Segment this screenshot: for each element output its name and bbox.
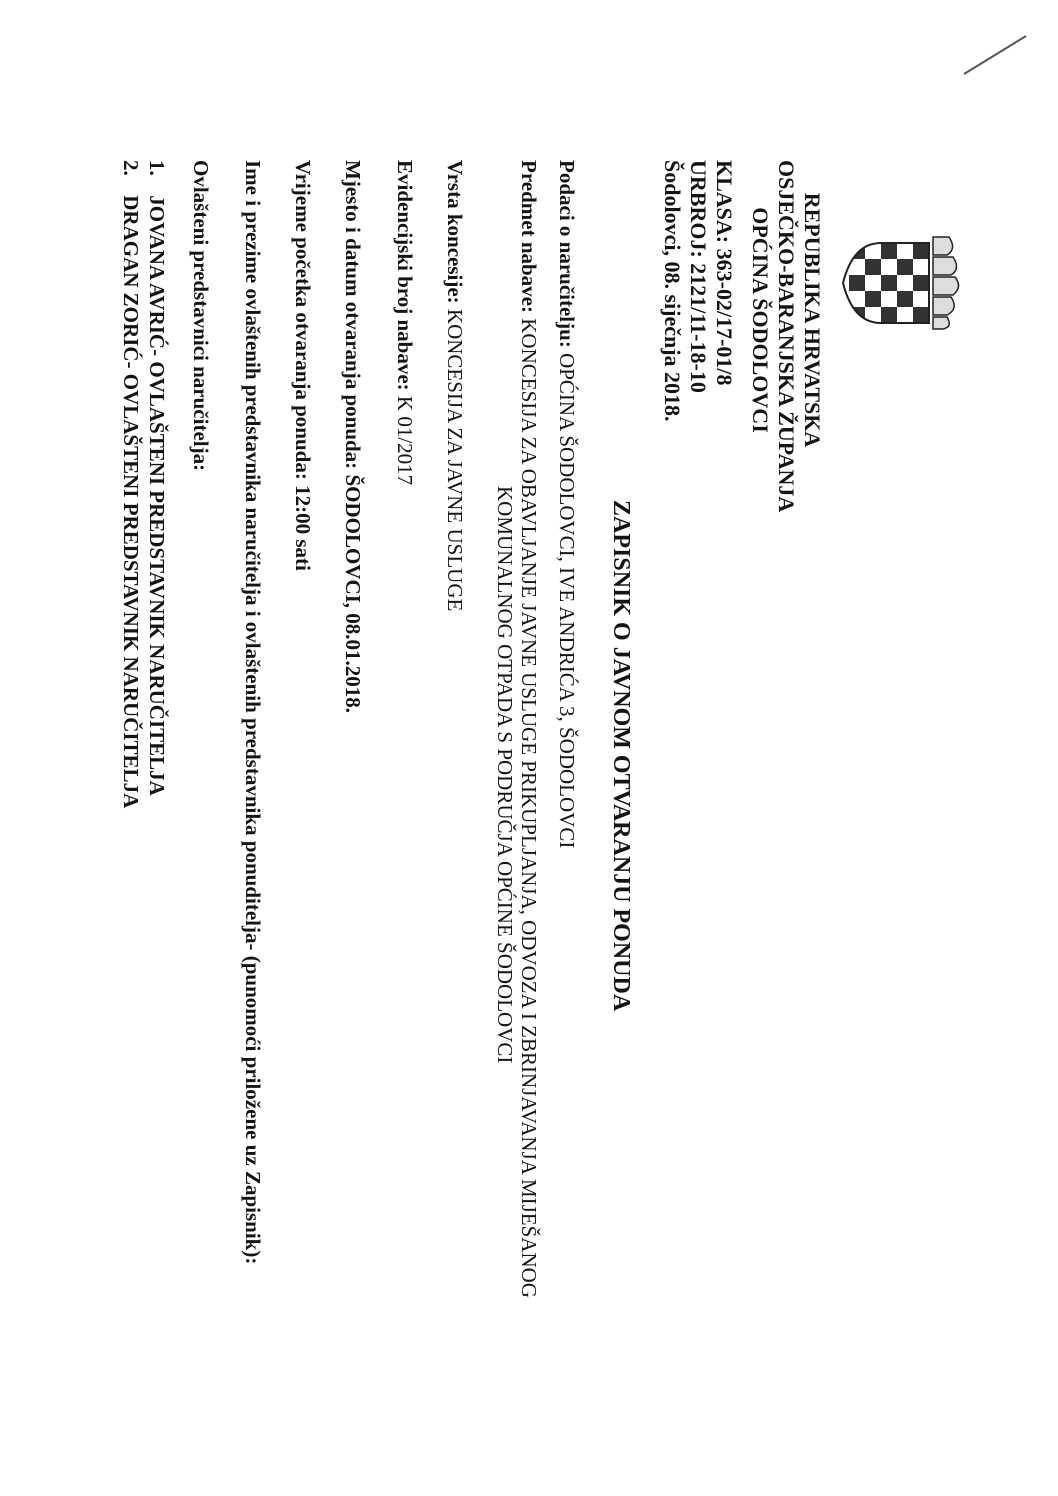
representative-number: 2. — [119, 160, 143, 176]
field-vrsta — [444, 160, 465, 611]
mjesto-label: Mjesto i datum otvaranja ponuda: — [341, 160, 365, 470]
field-mjesto-datum — [342, 160, 363, 713]
vrsta-label: Vrsta koncesije: — [443, 160, 467, 304]
evid-label: Evidencijski broj nabave: — [393, 160, 417, 391]
field-predmet — [518, 160, 539, 1298]
field-vrijeme — [292, 160, 313, 571]
field-narucitelj — [556, 160, 577, 848]
header-county: OSJEČKO-BARANJSKA ŽUPANJA — [774, 160, 799, 513]
field-evidencijski — [394, 160, 415, 485]
narucitelj-label: Podaci o naručitelju: — [555, 160, 579, 348]
representative-text: DRAGAN ZORIĆ- OVLAŠTENI PREDSTAVNIK NARUČITELJA — [119, 195, 143, 809]
vrijeme-label: Vrijeme početka otvaranja ponuda: — [291, 160, 315, 480]
predmet-value-2: KOMUNALNOG OTPADA S PODRUČJA OPĆINE ŠODOLOVCI — [493, 486, 517, 1064]
ovlasteni-narucitelja-label: Ovlašteni predstavnici naručitelja: — [189, 160, 213, 472]
reference-klasa: KLASA: 363-02/17-01/8 — [712, 160, 737, 386]
rotated-document-content — [91, 160, 831, 1350]
representative-item — [120, 160, 141, 808]
predmet-value-1: KONCESIJA ZA OBAVLJANJE JAVNE USLUGE PRIKUPLJANJA, ODVOZA I ZBRINJAVANJA MIJEŠANOG — [517, 318, 541, 1298]
narucitelj-value: OPĆINA ŠODOLOVCI, IVE ANDRIĆA 3, ŠODOLOVCI — [555, 353, 579, 849]
croatian-coat-of-arms-icon — [841, 215, 961, 345]
header-republic: REPUBLIKA HRVATSKA — [800, 192, 825, 448]
representative-number: 1. — [145, 160, 169, 176]
pen-stroke-mark — [960, 30, 1030, 80]
document-title: ZAPISNIK O JAVNOM OTVARANJU PONUDA — [608, 500, 634, 1012]
vrsta-value: KONCESIJA ZA JAVNE USLUGE — [443, 308, 467, 612]
reference-urbroj: URBROJ: 2121/11-18-10 — [686, 160, 711, 393]
vrijeme-value: 12:00 sati — [291, 485, 315, 571]
representative-item — [146, 160, 167, 796]
representative-text: JOVANA AVRIĆ- OVLAŠTENI PREDSTAVNIK NARUČITELJA — [145, 195, 169, 796]
mjesto-value: ŠODOLOVCI, 08.01.2018. — [341, 474, 365, 714]
ovlasteni-predstavnici-intro: Ime i prezime ovlaštenih predstavnika naručitelja i ovlaštenih predstavnika ponuditelja- (punomoći priložene uz Zapisnik): — [241, 160, 265, 1265]
header-municipality: OPĆINA ŠODOLOVCI — [748, 207, 773, 433]
predmet-label: Predmet nabave: — [517, 160, 541, 313]
evid-value: K 01/2017 — [393, 395, 417, 486]
reference-date: Šodolovci, 08. siječnja 2018. — [660, 160, 685, 422]
